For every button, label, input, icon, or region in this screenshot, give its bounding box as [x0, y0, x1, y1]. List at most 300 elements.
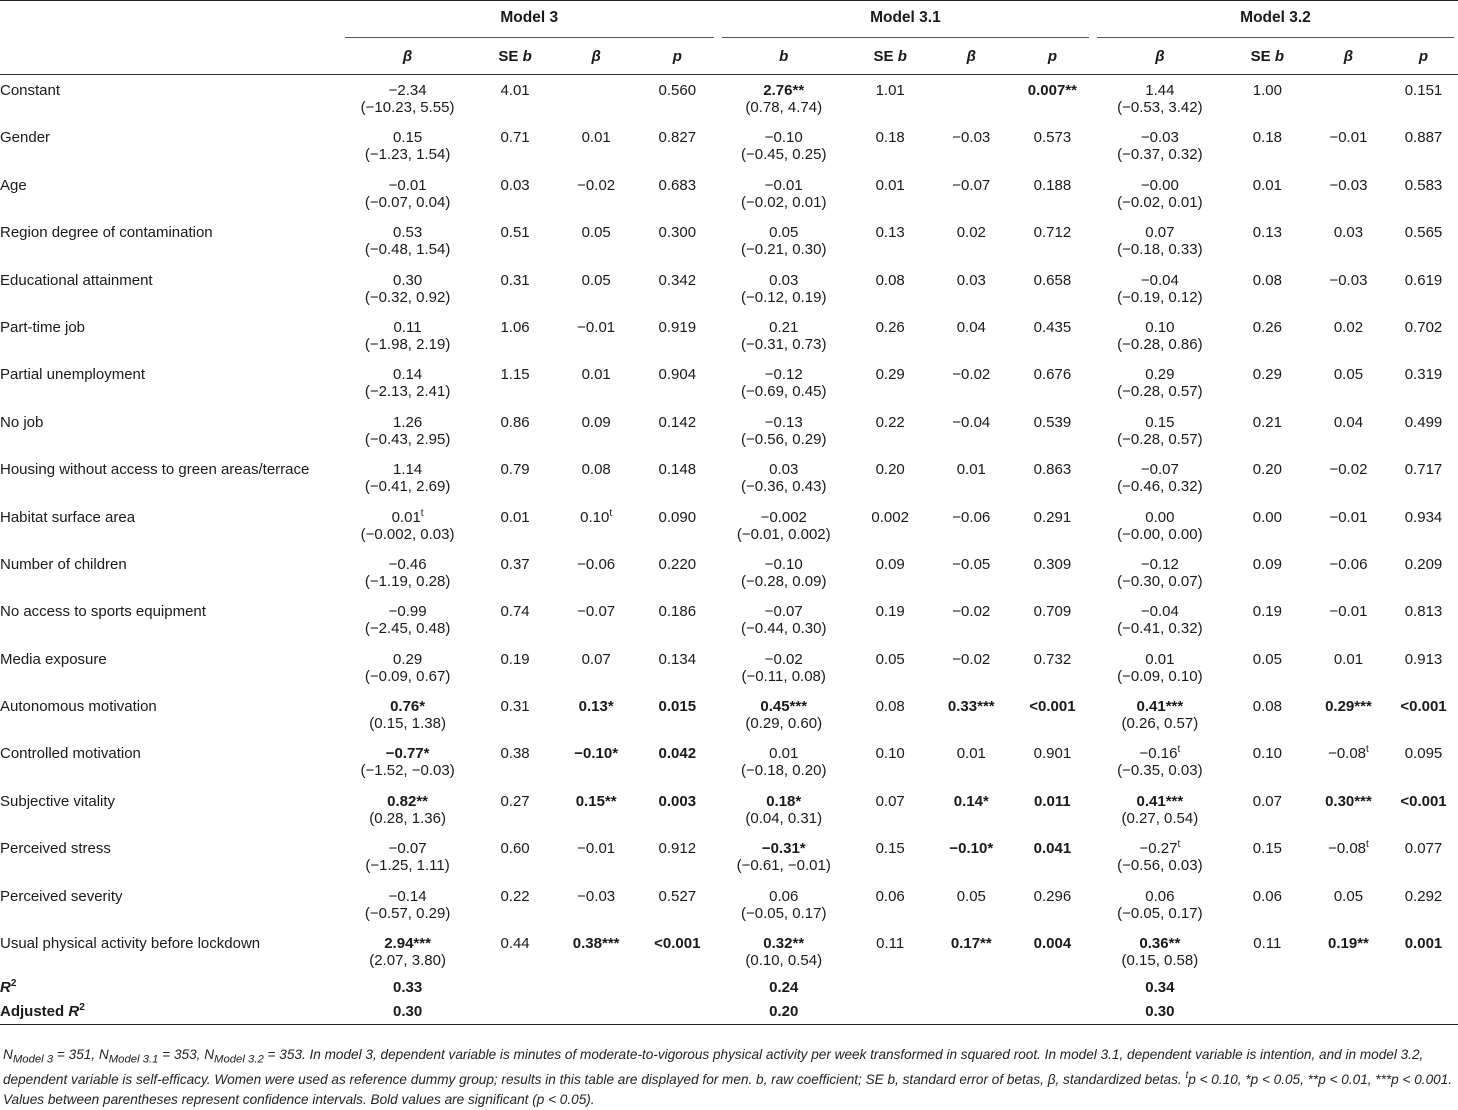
confidence-interval — [1227, 289, 1308, 312]
table-cell — [1012, 691, 1093, 715]
table-cell — [475, 833, 556, 857]
table-cell — [718, 881, 850, 905]
cell-value: 0.904 — [658, 366, 697, 384]
table-cell — [341, 265, 475, 289]
confidence-interval — [556, 620, 637, 643]
cell-value: 0.07 — [875, 792, 905, 810]
table-cell — [1389, 312, 1458, 336]
confidence-interval — [1389, 241, 1458, 264]
cell-value: 0.21 — [1252, 413, 1282, 431]
table-cell — [1308, 738, 1389, 762]
cell-value: 0.38*** — [572, 935, 620, 953]
table-cell — [556, 170, 637, 194]
cell-value: −0.02 — [1329, 461, 1368, 479]
cell-value: 0.18 — [875, 129, 905, 147]
table-cell — [1389, 122, 1458, 146]
table-cell — [718, 170, 850, 194]
table-cell — [1093, 738, 1227, 762]
confidence-interval: (−0.61, −0.01) — [736, 857, 831, 875]
footnote-n-symbol: N — [98, 1047, 109, 1062]
confidence-interval — [931, 241, 1012, 264]
table-cell — [475, 454, 556, 478]
cell-value: −0.27 — [1139, 840, 1178, 858]
cell-value: 0.71 — [500, 129, 530, 147]
table-cell — [718, 217, 850, 241]
cell-value: 0.53 — [392, 224, 423, 242]
cell-value: 0.04 — [956, 318, 986, 336]
cell-value: 0.18 — [1252, 129, 1282, 147]
cell-value: 0.38 — [500, 745, 530, 763]
confidence-interval — [1389, 762, 1458, 785]
cell-value: 0.09 — [581, 413, 611, 431]
cell-value: 0.11 — [393, 318, 422, 336]
table-cell — [1093, 170, 1227, 194]
confidence-interval: (−0.18, 0.20) — [740, 762, 827, 780]
cell-value: 0.573 — [1033, 129, 1072, 147]
table-row-ci — [0, 99, 1458, 122]
table-cell — [1093, 75, 1227, 100]
cell-value: −0.07 — [577, 603, 616, 621]
cell-value: 1.06 — [500, 318, 530, 336]
confidence-interval — [637, 289, 718, 312]
table-cell — [637, 881, 718, 905]
confidence-interval — [475, 194, 556, 217]
cell-value: −0.01 — [1329, 129, 1368, 147]
column-header: β — [1155, 48, 1165, 65]
table-row — [0, 644, 1458, 668]
cell-value: 0.30*** — [1325, 792, 1372, 810]
table-cell — [637, 644, 718, 668]
table-cell — [341, 75, 475, 100]
table-cell — [1308, 786, 1389, 810]
table-cell — [1093, 217, 1227, 241]
cell-value: 0.05 — [769, 224, 799, 242]
variable-label: Controlled motivation — [0, 745, 141, 763]
cell-value: 0.20 — [1252, 461, 1282, 479]
cell-value: 0.13* — [578, 698, 614, 716]
table-row-ci — [0, 573, 1458, 596]
column-header: β — [402, 48, 413, 65]
cell-value: 0.15 — [392, 129, 423, 147]
confidence-interval — [931, 146, 1012, 169]
table-cell — [1227, 738, 1308, 762]
cell-value: −0.02 — [952, 650, 991, 668]
variable-label: Region degree of contamination — [0, 224, 213, 242]
confidence-interval — [556, 762, 637, 785]
confidence-interval — [931, 952, 1012, 975]
table-row-ci — [0, 857, 1458, 880]
table-cell — [850, 691, 931, 715]
cell-value: 0.29 — [875, 366, 905, 384]
confidence-interval: (−1.52, −0.03) — [360, 762, 455, 780]
confidence-interval — [1012, 952, 1093, 975]
table-cell — [556, 644, 637, 668]
confidence-interval — [475, 857, 556, 880]
table-cell — [931, 122, 1012, 146]
table-cell — [1308, 265, 1389, 289]
confidence-interval — [637, 620, 718, 643]
confidence-interval: (−0.35, 0.03) — [1117, 762, 1203, 780]
table-row — [0, 786, 1458, 810]
confidence-interval — [475, 241, 556, 264]
confidence-interval — [1012, 762, 1093, 785]
table-cell — [341, 596, 475, 620]
cell-value: 1.15 — [500, 366, 530, 384]
confidence-interval — [1389, 383, 1458, 406]
table-cell — [1093, 454, 1227, 478]
confidence-interval — [1308, 905, 1389, 928]
cell-value: 0.15 — [1145, 413, 1175, 431]
cell-value: 0.188 — [1033, 176, 1072, 194]
table-cell — [1389, 786, 1458, 810]
cell-value: −0.02 — [952, 603, 991, 621]
trend-marker: t — [609, 507, 613, 519]
confidence-interval — [850, 431, 931, 454]
cell-value: 0.03 — [769, 461, 799, 479]
table-cell — [1012, 833, 1093, 857]
variable-label: Partial unemployment — [0, 366, 146, 384]
table-cell — [718, 502, 850, 526]
cell-value: −0.07 — [388, 840, 427, 858]
table-cell — [1227, 265, 1308, 289]
cell-value: 0.19 — [500, 650, 530, 668]
table-cell — [1012, 502, 1093, 526]
confidence-interval — [1227, 383, 1308, 406]
cell-value: −0.04 — [1140, 603, 1179, 621]
cell-value: 0.60 — [500, 840, 530, 858]
cell-value: 0.32** — [763, 935, 805, 953]
confidence-interval — [850, 762, 931, 785]
confidence-interval — [1308, 431, 1389, 454]
cell-value: 0.209 — [1404, 555, 1443, 573]
confidence-interval: (−0.05, 0.17) — [740, 904, 827, 922]
variable-label: Habitat surface area — [0, 508, 136, 526]
table-row — [0, 454, 1458, 478]
cell-value: 0.134 — [658, 650, 697, 668]
cell-value: −0.10* — [574, 745, 619, 763]
table-cell — [850, 502, 931, 526]
footnote-n-symbol: N — [3, 1047, 13, 1062]
confidence-interval: (−0.19, 0.12) — [1117, 288, 1203, 306]
confidence-interval — [637, 810, 718, 833]
confidence-interval — [931, 383, 1012, 406]
cell-value: 0.676 — [1033, 366, 1072, 384]
table-cell — [718, 691, 850, 715]
confidence-interval — [637, 478, 718, 501]
confidence-interval — [1389, 146, 1458, 169]
table-cell — [1389, 359, 1458, 383]
cell-value: 0.007** — [1027, 82, 1077, 99]
variable-column-header — [0, 1, 341, 35]
confidence-interval: (−1.98, 2.19) — [364, 335, 451, 353]
confidence-interval — [1308, 478, 1389, 501]
table-cell — [1227, 881, 1308, 905]
column-header: p — [672, 48, 682, 65]
confidence-interval: (0.04, 0.31) — [745, 809, 823, 827]
confidence-interval — [850, 526, 931, 549]
confidence-interval — [1227, 336, 1308, 359]
table-cell — [637, 691, 718, 715]
table-row — [0, 75, 1458, 100]
cell-value: −0.06 — [952, 508, 991, 526]
cell-value: 0.06 — [875, 887, 905, 905]
cell-value: 1.00 — [1252, 82, 1282, 99]
confidence-interval — [1389, 478, 1458, 501]
confidence-interval — [556, 241, 637, 264]
footnote-n-subscript: Model 3.1 — [108, 1053, 159, 1066]
cell-value: 0.05 — [581, 224, 611, 242]
table-cell — [1012, 265, 1093, 289]
table-cell — [718, 359, 850, 383]
table-cell — [556, 454, 637, 478]
confidence-interval — [1012, 620, 1093, 643]
confidence-interval — [931, 762, 1012, 785]
confidence-interval — [556, 526, 637, 549]
cell-value: 0.02 — [1333, 318, 1364, 336]
cell-value: 0.86 — [500, 413, 530, 431]
table-cell — [341, 312, 475, 336]
table-row-ci — [0, 526, 1458, 549]
table-cell — [1012, 122, 1093, 146]
cell-value: −0.01 — [388, 176, 427, 194]
table-cell — [475, 359, 556, 383]
confidence-interval — [556, 289, 637, 312]
cell-value: 0.002 — [871, 508, 909, 526]
cell-value: 0.863 — [1033, 461, 1072, 479]
cell-value: <0.001 — [1400, 792, 1447, 810]
table-cell — [1227, 928, 1308, 952]
table-cell — [341, 502, 475, 526]
table-cell — [556, 596, 637, 620]
table-cell — [1012, 644, 1093, 668]
table-cell — [1389, 549, 1458, 573]
variable-label: Educational attainment — [0, 271, 153, 289]
confidence-interval — [1012, 715, 1093, 738]
table-cell — [556, 691, 637, 715]
confidence-interval: (−0.09, 0.10) — [1117, 667, 1203, 685]
confidence-interval — [1389, 668, 1458, 691]
confidence-interval — [556, 99, 637, 122]
cell-value: −2.34 — [388, 82, 427, 99]
cell-value: 0.08 — [1252, 698, 1282, 716]
cell-value: −0.12 — [1140, 555, 1179, 573]
table-cell — [931, 312, 1012, 336]
confidence-interval — [556, 194, 637, 217]
table-cell — [637, 738, 718, 762]
cell-value: 0.41*** — [1136, 698, 1184, 716]
cell-value: 0.560 — [658, 82, 697, 99]
confidence-interval: (−2.13, 2.41) — [364, 383, 451, 401]
cell-value: 0.05 — [1252, 650, 1282, 668]
confidence-interval: (0.29, 0.60) — [745, 715, 823, 733]
table-cell — [1227, 75, 1308, 100]
table-cell — [850, 75, 931, 100]
table-row-ci — [0, 146, 1458, 169]
fit-label — [0, 975, 341, 999]
confidence-interval — [556, 383, 637, 406]
cell-value: 0.26 — [875, 318, 905, 336]
confidence-interval — [931, 478, 1012, 501]
table-cell — [637, 549, 718, 573]
table-cell — [850, 881, 931, 905]
confidence-interval — [1012, 573, 1093, 596]
footnote-n-subscript: Model 3 — [12, 1053, 54, 1066]
table-cell — [931, 502, 1012, 526]
variable-label: Part-time job — [0, 318, 86, 336]
cell-value: −0.10 — [764, 555, 803, 573]
confidence-interval — [1012, 478, 1093, 501]
cell-value: −0.03 — [952, 129, 991, 147]
confidence-interval — [931, 289, 1012, 312]
cell-value: 0.13 — [875, 224, 905, 242]
confidence-interval: (−0.48, 1.54) — [364, 241, 451, 259]
table-row — [0, 407, 1458, 431]
confidence-interval — [850, 146, 931, 169]
cell-value: 0.683 — [658, 176, 697, 194]
cell-value: 0.300 — [658, 224, 697, 242]
table-cell — [931, 170, 1012, 194]
cell-value: −0.02 — [764, 650, 803, 668]
cell-value: 0.095 — [1404, 745, 1443, 763]
table-cell — [718, 738, 850, 762]
table-cell — [1389, 596, 1458, 620]
confidence-interval — [1308, 526, 1389, 549]
confidence-interval — [1012, 146, 1093, 169]
variable-label: No job — [0, 413, 44, 431]
table-row-ci — [0, 289, 1458, 312]
column-header-italic: b — [897, 48, 907, 65]
cell-value: 0.17** — [950, 935, 992, 953]
confidence-interval — [556, 952, 637, 975]
table-cell — [931, 75, 1012, 100]
cell-value: −0.14 — [388, 887, 427, 905]
confidence-interval — [1012, 857, 1093, 880]
variable-label: Number of children — [0, 555, 127, 573]
confidence-interval: (−0.00, 0.00) — [1117, 525, 1203, 543]
column-header — [475, 39, 556, 75]
cell-value: 0.10 — [875, 745, 905, 763]
cell-value: 0.07 — [581, 650, 611, 668]
table-cell — [637, 407, 718, 431]
table-row — [0, 928, 1458, 952]
cell-value: 0.31 — [500, 698, 530, 716]
cell-value: 0.01 — [875, 176, 905, 194]
table-row-ci — [0, 715, 1458, 738]
table-cell — [1093, 596, 1227, 620]
confidence-interval — [1227, 241, 1308, 264]
confidence-interval — [475, 431, 556, 454]
cell-value: 0.14* — [953, 792, 989, 810]
cell-value: −0.01 — [1329, 508, 1368, 526]
table-cell — [475, 549, 556, 573]
table-cell — [1308, 502, 1389, 526]
cell-value: 0.31 — [500, 271, 530, 289]
cell-value: 0.30 — [392, 271, 423, 289]
table-row-ci — [0, 905, 1458, 928]
confidence-interval: (−2.45, 0.48) — [364, 620, 451, 638]
cell-value: 0.583 — [1404, 176, 1443, 194]
confidence-interval — [1389, 431, 1458, 454]
table-cell — [1227, 691, 1308, 715]
variable-label: Age — [0, 176, 27, 194]
table-cell — [1389, 738, 1458, 762]
table-row-ci — [0, 620, 1458, 643]
table-cell — [718, 454, 850, 478]
confidence-interval — [1308, 336, 1389, 359]
confidence-interval: (2.07, 3.80) — [369, 952, 446, 970]
confidence-interval — [1227, 146, 1308, 169]
confidence-interval — [1308, 241, 1389, 264]
confidence-interval: (−0.44, 0.30) — [740, 620, 827, 638]
table-cell — [637, 786, 718, 810]
table-row — [0, 502, 1458, 526]
table-cell — [718, 786, 850, 810]
cell-value: −0.31* — [761, 840, 806, 858]
variable-label: Autonomous motivation — [0, 698, 157, 716]
table-cell — [556, 312, 637, 336]
confidence-interval — [850, 668, 931, 691]
cell-value: 0.01 — [1333, 650, 1364, 668]
table-cell — [718, 549, 850, 573]
table-cell — [556, 928, 637, 952]
table-cell — [1093, 786, 1227, 810]
cell-value: −0.07 — [1140, 461, 1179, 479]
table-row-ci — [0, 668, 1458, 691]
confidence-interval — [850, 905, 931, 928]
fit-label-sup: 2 — [79, 1001, 85, 1013]
footnote-significance: p < 0.10, *p < 0.05, **p < 0.01, ***p < 0.001. Values between parentheses represent confidence intervals. Bold values are significant (p < 0.05). — [3, 1071, 1453, 1107]
cell-value: 0.05 — [1333, 887, 1364, 905]
table-cell — [1093, 502, 1227, 526]
confidence-interval — [556, 905, 637, 928]
cell-value: 0.15 — [875, 840, 905, 858]
confidence-interval — [637, 431, 718, 454]
fit-value: 0.24 — [769, 978, 799, 996]
confidence-interval — [931, 620, 1012, 643]
column-header: β — [591, 48, 601, 65]
table-cell — [637, 596, 718, 620]
footnote-sig-marker: t — [1185, 1069, 1189, 1081]
confidence-interval — [1389, 526, 1458, 549]
table-row — [0, 265, 1458, 289]
cell-value: −0.06 — [577, 555, 616, 573]
cell-value: −0.01 — [1329, 603, 1368, 621]
table-cell — [475, 407, 556, 431]
confidence-interval — [1227, 620, 1308, 643]
fit-value: 0.33 — [392, 978, 423, 996]
cell-value: −0.46 — [388, 555, 427, 573]
cell-value: 1.14 — [392, 461, 423, 479]
table-cell — [931, 644, 1012, 668]
cell-value: −0.77* — [385, 745, 430, 763]
table-row-ci — [0, 478, 1458, 501]
cell-value: −0.16 — [1139, 745, 1178, 763]
table-cell — [1012, 738, 1093, 762]
table-body — [0, 75, 1458, 1025]
column-header: p — [1047, 48, 1057, 65]
column-header-row — [0, 39, 1458, 75]
fit-label-sup: 2 — [10, 977, 17, 989]
confidence-interval — [1012, 905, 1093, 928]
variable-label: Perceived stress — [0, 840, 111, 858]
confidence-interval: (−0.02, 0.01) — [1117, 193, 1203, 211]
footnote-text: = 353. In model 3, dependent variable is minutes of moderate-to-vigorous physical activity per week transformed in squared root. In model 3.1, dependent variable is intention, and in model 3.2, dependent variable is self-efficacy. Women were used as reference dummy group; results in this table are displayed for men. b, raw coefficient; SE b, standard error of betas, β, standardized betas. — [3, 1047, 1424, 1087]
table-cell — [931, 881, 1012, 905]
table-cell — [1012, 454, 1093, 478]
confidence-interval: (−0.05, 0.17) — [1117, 904, 1203, 922]
footnote-n-subscript: Model 3.2 — [214, 1053, 264, 1066]
cell-value: 0.151 — [1404, 82, 1443, 99]
